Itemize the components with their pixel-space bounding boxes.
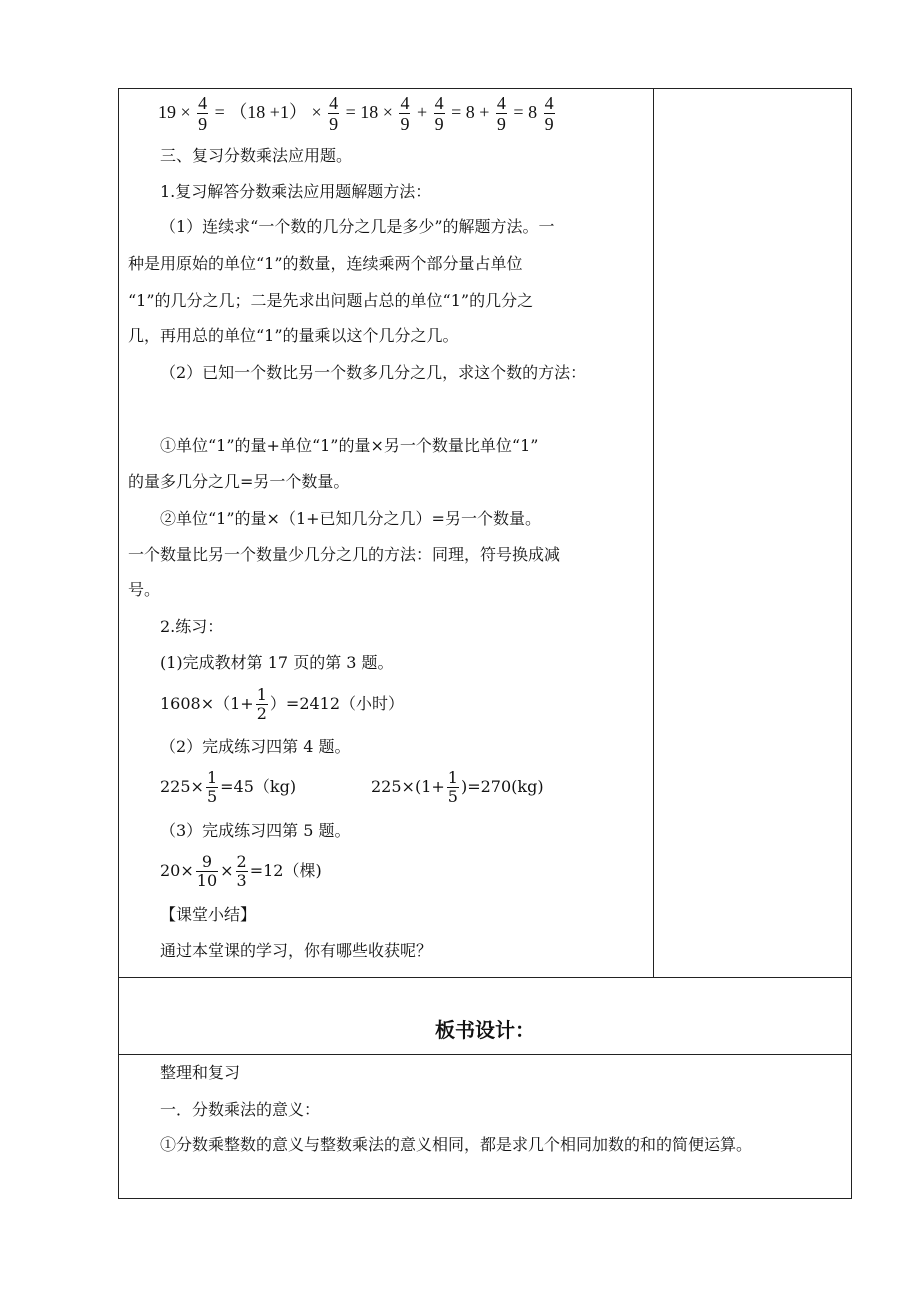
column-divider <box>653 88 654 977</box>
paragraph: 种是用原始的单位“1”的数量，连续乘两个部分量占单位 <box>128 254 523 273</box>
table-top-border <box>118 88 852 89</box>
exercise-equation-1: 1608×（1+ $\frac{1}{2}$ ）=2412（小时） <box>160 685 405 723</box>
paragraph: 2.练习： <box>160 617 224 636</box>
paragraph: ②单位“1”的量×（1+已知几分之几）=另一个数量。 <box>160 509 541 528</box>
fraction: $\frac{1}{5}$ <box>447 768 458 806</box>
section-heading: 三、复习分数乘法应用题。 <box>160 146 353 165</box>
paragraph: （2）完成练习四第 4 题。 <box>160 737 351 756</box>
fraction: $\frac{4}{9}$ <box>400 93 410 135</box>
paragraph: 号。 <box>128 580 161 599</box>
paragraph: ①单位“1”的量+单位“1”的量×另一个数量比单位“1” <box>160 436 539 455</box>
summary-title: 【课堂小结】 <box>160 905 257 924</box>
board-line-3: ①分数乘整数的意义与整数乘法的意义相同，都是求几个相同加数的和的简便运算。 <box>160 1135 753 1154</box>
fraction-formula-line: 19 × $\frac{4}{9}$ = （18 +1） × $\frac{4}{9}$ = 18 × $\frac{4}{9}$ + $\frac{4}{9}$ = 8 + $\frac{4}{9}$ = 8 $\frac{4}{9}$ <box>158 93 554 135</box>
paragraph: 1.复习解答分数乘法应用题解题方法： <box>160 182 432 201</box>
paragraph: 一个数量比另一个数量少几分之几的方法：同理，符号换成减 <box>128 545 561 564</box>
row-divider-2 <box>118 1054 852 1055</box>
fraction: $\frac{1}{5}$ <box>206 768 218 806</box>
fraction: $\frac{2}{3}$ <box>236 852 247 890</box>
paragraph: （2）已知一个数比另一个数多几分之几，求这个数的方法： <box>160 363 587 382</box>
fraction: $\frac{4}{9}$ <box>544 93 554 135</box>
fraction: $\frac{4}{9}$ <box>329 93 339 135</box>
paragraph: “1”的几分之几；二是先求出问题占总的单位“1”的几分之 <box>128 291 534 310</box>
fraction: $\frac{9}{10}$ <box>196 852 218 890</box>
formula-a: 19 <box>158 102 176 122</box>
exercise-equation-2a: 225× $\frac{1}{5}$ =45（kg) <box>160 768 297 806</box>
board-line-1: 整理和复习 <box>160 1063 241 1082</box>
paragraph: 几，再用总的单位“1”的量乘以这个几分之几。 <box>128 326 459 345</box>
paragraph: （3）完成练习四第 5 题。 <box>160 821 351 840</box>
paragraph: 的量多几分之几=另一个数量。 <box>128 472 350 491</box>
fraction: $\frac{1}{2}$ <box>256 685 267 723</box>
board-design-title: 板书设计： <box>435 1018 535 1042</box>
summary-question: 通过本堂课的学习，你有哪些收获呢？ <box>160 941 433 960</box>
exercise-equation-3: 20× $\frac{9}{10}$ × $\frac{2}{3}$ =12（棵) <box>160 852 322 890</box>
paragraph: (1)完成教材第 17 页的第 3 题。 <box>160 653 394 672</box>
table-bottom-border <box>118 1198 852 1199</box>
exercise-equation-2b: 225×(1+ $\frac{1}{5}$ )=270(kg) <box>371 768 544 806</box>
fraction: $\frac{4}{9}$ <box>198 93 208 135</box>
fraction: $\frac{4}{9}$ <box>434 93 444 135</box>
paragraph: （1）连续求“一个数的几分之几是多少”的解题方法。一 <box>160 217 555 236</box>
fraction: $\frac{4}{9}$ <box>496 93 506 135</box>
board-line-2: 一．分数乘法的意义： <box>160 1100 321 1119</box>
row-divider-1 <box>118 977 852 978</box>
